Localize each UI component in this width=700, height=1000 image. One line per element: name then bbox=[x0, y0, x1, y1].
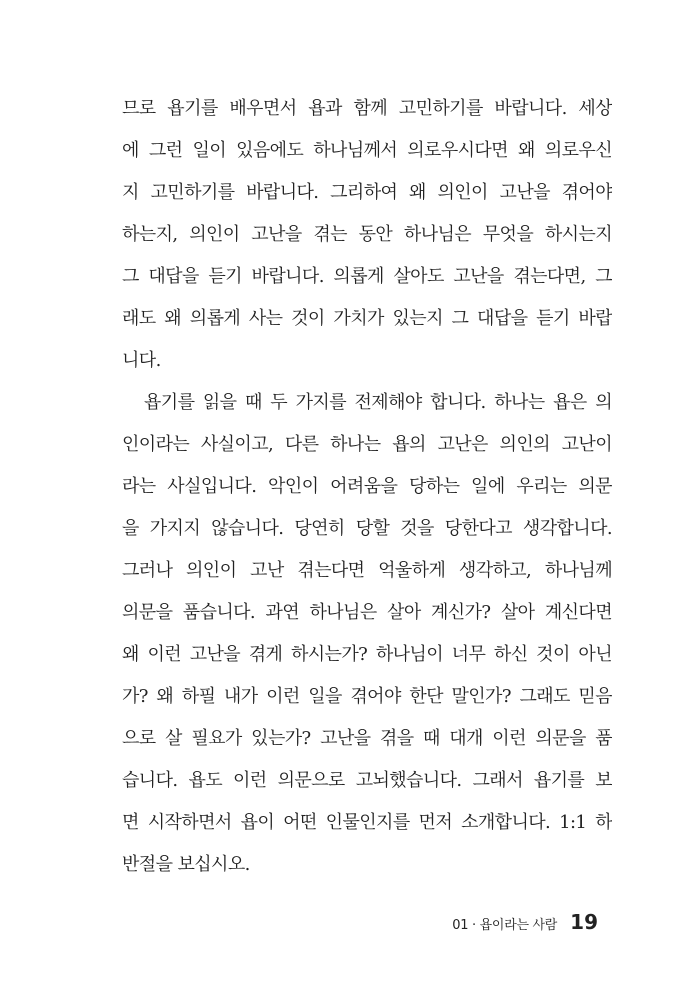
text-line: 그러나 의인이 고난 겪는다면 억울하게 생각하고, 하나님께 bbox=[122, 560, 612, 581]
text-line: 왜 이런 고난을 겪게 하시는가? 하나님이 너무 하신 것이 아닌 bbox=[122, 644, 612, 665]
text-line: 지 고민하기를 바랍니다. 그리하여 왜 의인이 고난을 겪어야 bbox=[122, 182, 612, 203]
text-line: 에 그런 일이 있음에도 하나님께서 의로우시다면 왜 의로우신 bbox=[122, 140, 612, 161]
text-line: 의문을 품습니다. 과연 하나님은 살아 계신가? 살아 계신다면 bbox=[122, 602, 612, 623]
page-footer bbox=[0, 910, 598, 934]
text-line: 인이라는 사실이고, 다른 하나는 욥의 고난은 의인의 고난이 bbox=[122, 434, 612, 455]
body-text bbox=[122, 88, 612, 886]
paragraph-1 bbox=[122, 88, 612, 382]
text-line: 면 시작하면서 욥이 어떤 인물인지를 먼저 소개합니다. 1:1 하 bbox=[122, 812, 612, 833]
text-line: 하는지, 의인이 고난을 겪는 동안 하나님은 무엇을 하시는지 bbox=[122, 224, 612, 245]
text-line: 니다. bbox=[122, 350, 161, 371]
text-line: 습니다. 욥도 이런 의문으로 고뇌했습니다. 그래서 욥기를 보 bbox=[122, 770, 612, 791]
text-line: 가? 왜 하필 내가 이런 일을 겪어야 한단 말인가? 그래도 믿음 bbox=[122, 686, 612, 707]
page-number: 19 bbox=[570, 910, 598, 934]
text-line: 므로 욥기를 배우면서 욥과 함께 고민하기를 바랍니다. 세상 bbox=[122, 98, 612, 119]
text-line: 래도 왜 의롭게 사는 것이 가치가 있는지 그 대답을 듣기 바랍 bbox=[122, 308, 612, 329]
text-line: 반절을 보십시오. bbox=[122, 854, 250, 875]
text-line: 라는 사실입니다. 악인이 어려움을 당하는 일에 우리는 의문 bbox=[122, 476, 612, 497]
text-line: 으로 살 필요가 있는가? 고난을 겪을 때 대개 이런 의문을 품 bbox=[122, 728, 612, 749]
chapter-label: 01 · 욥이라는 사람 bbox=[452, 918, 558, 933]
paragraph-2 bbox=[122, 382, 612, 886]
text-line: 욥기를 읽을 때 두 가지를 전제해야 합니다. 하나는 욥은 의 bbox=[144, 392, 612, 413]
text-line: 그 대답을 듣기 바랍니다. 의롭게 살아도 고난을 겪는다면, 그 bbox=[122, 266, 612, 287]
text-line: 을 가지지 않습니다. 당연히 당할 것을 당한다고 생각합니다. bbox=[122, 518, 612, 539]
